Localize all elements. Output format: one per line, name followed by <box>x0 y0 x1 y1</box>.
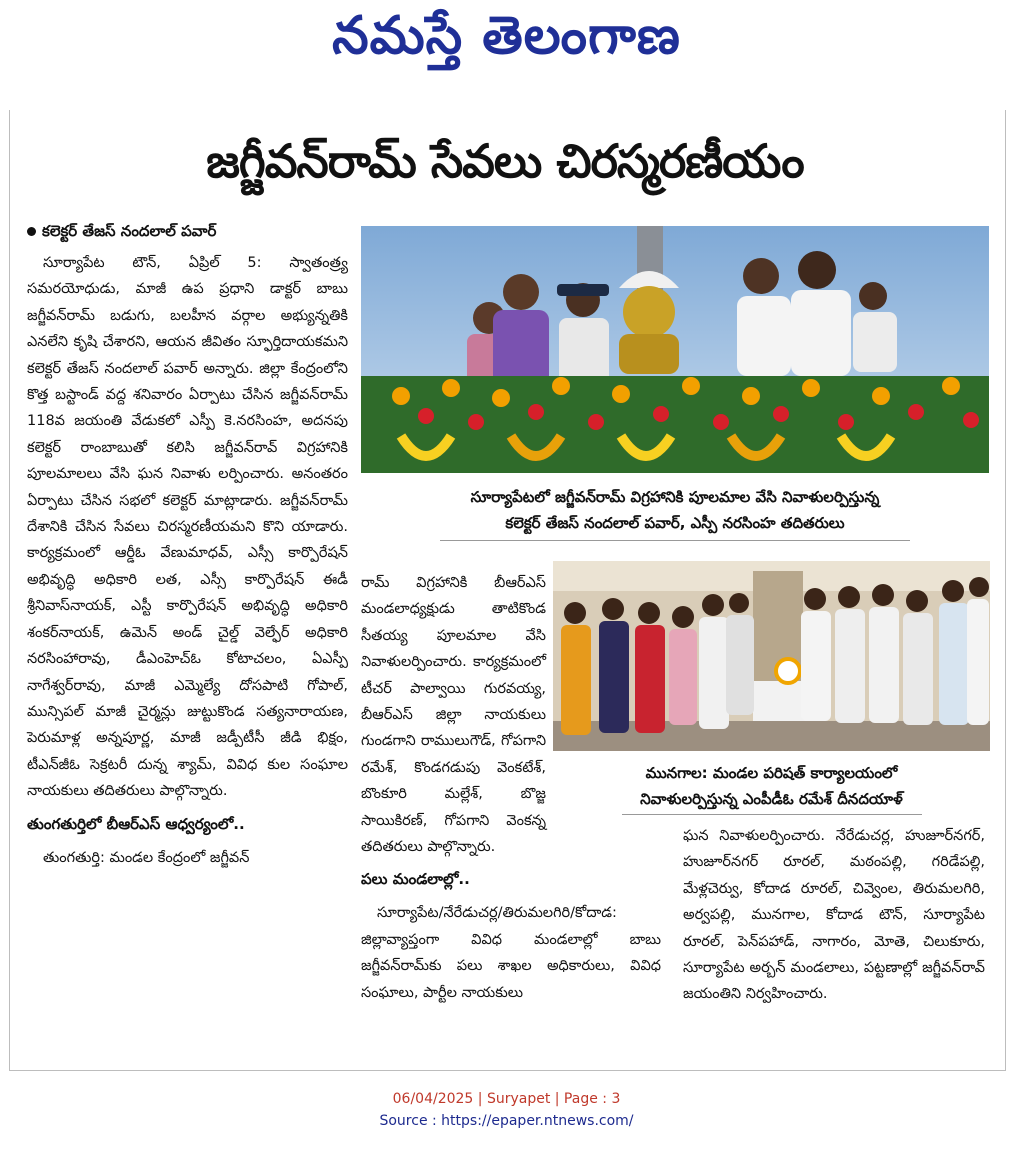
caption-statue-line1: సూర్యాపేటలో జగ్జీవన్‌రామ్ విగ్రహానికి పూలమాల వేసి నివాళులర్పిస్తున్న <box>470 488 880 506</box>
mandals-body-continued: ఘన నివాళులర్పించారు. నేరేడుచర్ల, హుజూర్‌నగర్, హుజూర్‌నగర్ రూరల్, మఠంపల్లి, గరిడేపల్లి, మేళ్లచెర్వు, కోదాడ రూరల్, చివ్వెంల, తిరుమలగిరి, అర్వపల్లి, మునగాల, కోదాడ టౌన్, సూర్యాపేట రూరల్, పెన్‌పహాడ్, నాగారం, మోతె, చిలుకూరు, సూర్యాపేట అర్బన్ మండలాలు, పట్టణాల్లో జగ్జీవన్‌రావ్ జయంతిని నిర్వహించారు. <box>683 828 985 1003</box>
photo-statue-garland <box>361 226 989 473</box>
caption-mandal-line2: నివాళులర్పిస్తున్న ఎంపీడీఓ రమేశ్ దీనదయాళ్ <box>640 790 903 808</box>
photo-statue-garland-image <box>361 226 989 473</box>
footer-edition-info: 06/04/2025 | Suryapet | Page : 3 <box>392 1091 621 1107</box>
tungaturthi-body-start: తుంగతుర్తి: మండల కేంద్రంలో జగ్జీవన్ <box>43 849 250 866</box>
caption-statue-line2: కలెక్టర్ తేజస్ నందలాల్ పవార్, ఎస్పీ నరసింహ తదితరులు <box>505 514 845 532</box>
masthead <box>0 0 1013 80</box>
column-1 <box>27 222 348 1057</box>
caption-divider <box>440 540 910 541</box>
page-footer <box>0 1088 1013 1132</box>
photo-mandal-office-image <box>553 561 990 751</box>
caption-divider-2 <box>622 814 922 815</box>
bullet-icon <box>27 227 36 236</box>
photo-caption-mandal <box>553 760 990 815</box>
footer-source-link[interactable]: Source : https://epaper.ntnews.com/ <box>379 1113 634 1129</box>
subheading-mandals: పలు మండలాల్లో.. <box>361 870 470 889</box>
headline: జగ్జీవన్‌రామ్ సేవలు చిరస్మరణీయం <box>206 134 804 188</box>
article-body: సూర్యాపేట టౌన్, ఏప్రిల్ 5: స్వాతంత్ర్య సమరయోధుడు, మాజీ ఉప ప్రధాని డాక్టర్ బాబు జగ్జీవన్‌రామ్ బడుగు, బలహీన వర్గాల అభ్యున్నతికి ఎనలేని కృషి చేశారని, ఆయన జీవితం స్ఫూర్తిదాయకమని కలెక్టర్ తేజస్ నందలాల్ పవార్ అన్నారు. జిల్లా కేంద్రంలోని కొత్త బస్టాండ్ వద్ద శనివారం ఏర్పాటు చేసిన జగ్జీవన్‌రామ్ 118వ జయంతి వేడుకలో ఎస్పీ కె.నరసింహ, అదనపు కలెక్టర్ రాంబాబుతో కలిసి జగ్జీవన్‌రావ్ విగ్రహానికి పూలమాలలు వేసి ఘన నివాళు లర్పించారు. అనంతరం ఏర్పాటు చేసిన సభలో కలెక్టర్ మాట్లాడారు. జగ్జీవన్‌రామ్ దేశానికి చేసిన సేవలు చిరస్మరణీయమని కొని యాడారు. కార్యక్రమంలో ఆర్డీఓ వేణుమాధవ్, ఎస్సీ కార్పొరేషన్ అభివృద్ధి అధికారి లత, ఎస్సీ కార్పొరేషన్ ఈడీ శ్రీనివాస్‌నాయక్, ఎస్టీ కార్పొరేషన్ అభివృద్ధి అధికారి శంకర్‌నాయక్, ఉమెన్ అండ్ చైల్డ్ వెల్ఫేర్ అధికారి నరసింహారావు, డీఎంహెచ్ఓ కోటాచలం, ఏఎస్పీ నాగేశ్వర్‌రావు, మాజీ ఎమ్మెల్యే దోసపాటి గోపాల్, మున్సిపల్ మాజీ చైర్మన్లు జుట్టుకొండ సత్యనారాయణ, పెరుమాళ్ల అన్నపూర్ణ, మాజీ జడ్పీటీసీ జీడి భిక్షం, టీఎన్‌జీఓ సెక్రటరీ దున్న శ్యామ్, వివిధ కుల సంఘాల నాయకులు తదితరులు పాల్గొన్నారు. <box>27 255 348 800</box>
subheading-tungaturthi: తుంగతుర్తిలో బీఆర్ఎస్ ఆధ్వర్యంలో.. <box>27 814 245 833</box>
photo-mandal-office <box>553 561 990 751</box>
column-3 <box>683 823 985 1058</box>
byline-text: కలెక్టర్ తేజస్ నందలాల్ పవార్ <box>42 222 217 240</box>
caption-mandal-line1: మునగాల: మండల పరిషత్ కార్యాలయంలో <box>645 764 898 782</box>
mandals-body-start: సూర్యాపేట/నేరేడుచర్ల/తిరుమలగిరి/కోదాడ: జిల్లావ్యాప్తంగా వివిధ మండలాల్లో బాబు జగ్జీవన్‌రామ్‌కు పలు శాఖల అధికారులు, వివిధ సంఘాలు, పార్టీల నాయకులు <box>361 905 661 1001</box>
newspaper-logo: నమస్తే తెలంగాణ <box>332 6 681 66</box>
byline <box>27 222 348 244</box>
tungaturthi-body-continued: రామ్ విగ్రహానికి బీఆర్ఎస్ మండలాధ్యక్షుడు తాటికొండ సీతయ్య పూలమాల వేసి నివాళులర్పించారు. కార్యక్రమంలో టీచర్ పాల్వాయి గురవయ్య, బీఆర్ఎస్ జిల్లా నాయకులు గుండగాని రాములుగౌడ్, గోపగాని రమేశ్, కొండగడుపు వెంకటేశ్, బొంకూరి మల్లేశ్, బొజ్జ సాయికిరణ్, గోపగాని వెంకన్న తదితరులు పాల్గొన్నారు. <box>361 575 546 856</box>
photo-caption-statue <box>361 484 989 541</box>
